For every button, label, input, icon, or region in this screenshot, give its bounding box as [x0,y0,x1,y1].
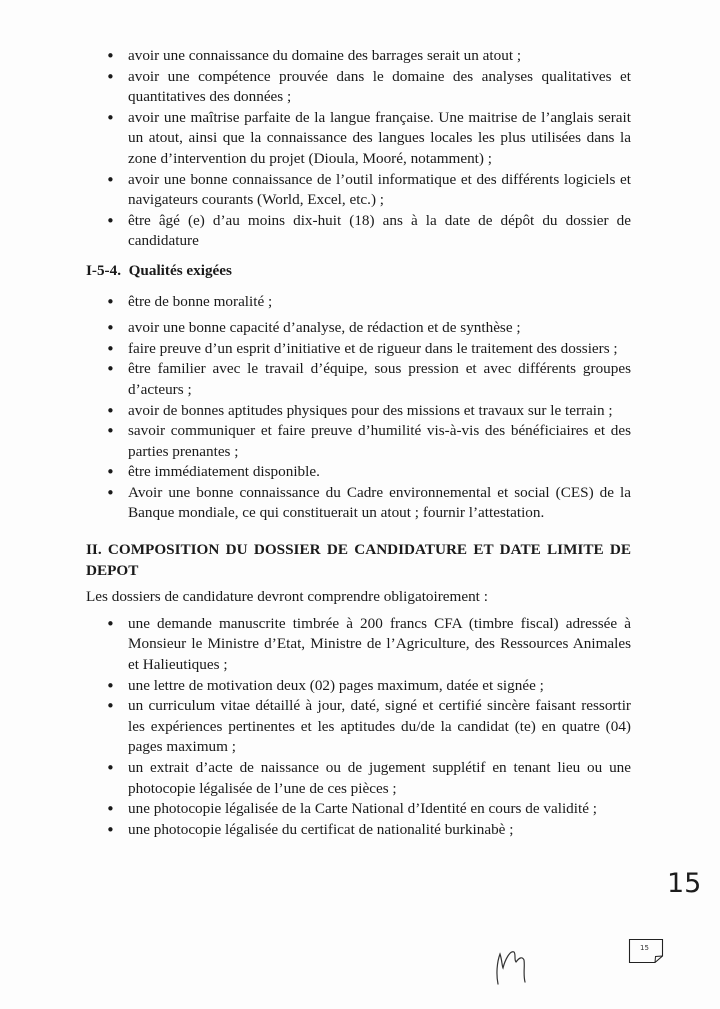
section-title: Qualités exigées [128,261,232,279]
section-number: I-5-4. [86,261,122,279]
list-item: • être de bonne moralité ; [86,292,631,313]
list-item: • avoir une bonne connaissance de l’outil informatique et des différents logiciels et navigateurs courants (World, Excel, etc.) ; [86,170,631,211]
section-intro: Les dossiers de candidature devront comprendre obligatoirement : [86,588,488,606]
list-item: • faire preuve d’un esprit d’initiative et de rigueur dans le traitement des dossiers ; [86,339,631,360]
list-item: • avoir une compétence prouvée dans le domaine des analyses qualitatives et quantitatives des données ; [86,67,631,108]
section-heading-qualities [86,261,631,282]
list-item: • avoir une bonne capacité d’analyse, de rédaction et de synthèse ; [86,318,631,339]
list-item: • être âgé (e) d’au moins dix-huit (18) ans à la date de dépôt du dossier de candidature [86,211,631,252]
list-item: • un extrait d’acte de naissance ou de jugement supplétif en tenant lieu ou une photocopie légalisée de l’une de ces pièces ; [86,758,631,799]
list-item: • une demande manuscrite timbrée à 200 francs CFA (timbre fiscal) adressée à Monsieur le Ministre d’Etat, Ministre de l’Agriculture, des Ressources Animales et Halieutiques ; [86,614,631,676]
list-item: • avoir de bonnes aptitudes physiques pour des missions et travaux sur le terrain ; [86,401,631,422]
section-heading-composition: II. COMPOSITION DU DOSSIER DE CANDIDATURE ET DATE LIMITE DE DEPOT [86,541,631,579]
qualities-list [86,292,631,525]
list-item: • une photocopie légalisée du certificat de nationalité burkinabè ; [86,820,631,841]
documents-list [86,614,631,841]
list-item: • savoir communiquer et faire preuve d’humilité vis-à-vis des bénéficiaires et des parties prenantes ; [86,421,631,462]
list-item: • avoir une maîtrise parfaite de la langue française. Une maitrise de l’anglais serait un atout, ainsi que la connaissance des langues locales les plus utilisées dans la zone d’intervention du projet (Dioula, Mooré, notamment) ; [86,108,631,170]
requirements-list [86,46,631,252]
list-item: • être familier avec le travail d’équipe, sous pression et avec différents groupes d’acteurs ; [86,359,631,400]
page-stamp-number: 15 [640,944,649,952]
list-item: • être immédiatement disponible. [86,462,631,483]
page-number: 15 [667,868,702,899]
list-item: • un curriculum vitae détaillé à jour, daté, signé et certifié sincère faisant ressortir les expériences pertinentes et les aptitudes du/de la candidat (te) en quatre (04) pages maximum ; [86,696,631,758]
list-item: • avoir une connaissance du domaine des barrages serait un atout ; [86,46,631,67]
list-item: • Avoir une bonne connaissance du Cadre environnemental et social (CES) de la Banque mondiale, ce qui constituerait un atout ; fournir l’attestation. [86,483,631,524]
list-item: • une lettre de motivation deux (02) pages maximum, datée et signée ; [86,676,631,697]
list-item: • une photocopie légalisée de la Carte National d’Identité en cours de validité ; [86,799,631,820]
handwritten-initials [492,944,532,994]
document-body [86,46,631,840]
page-stamp-icon [628,938,664,964]
